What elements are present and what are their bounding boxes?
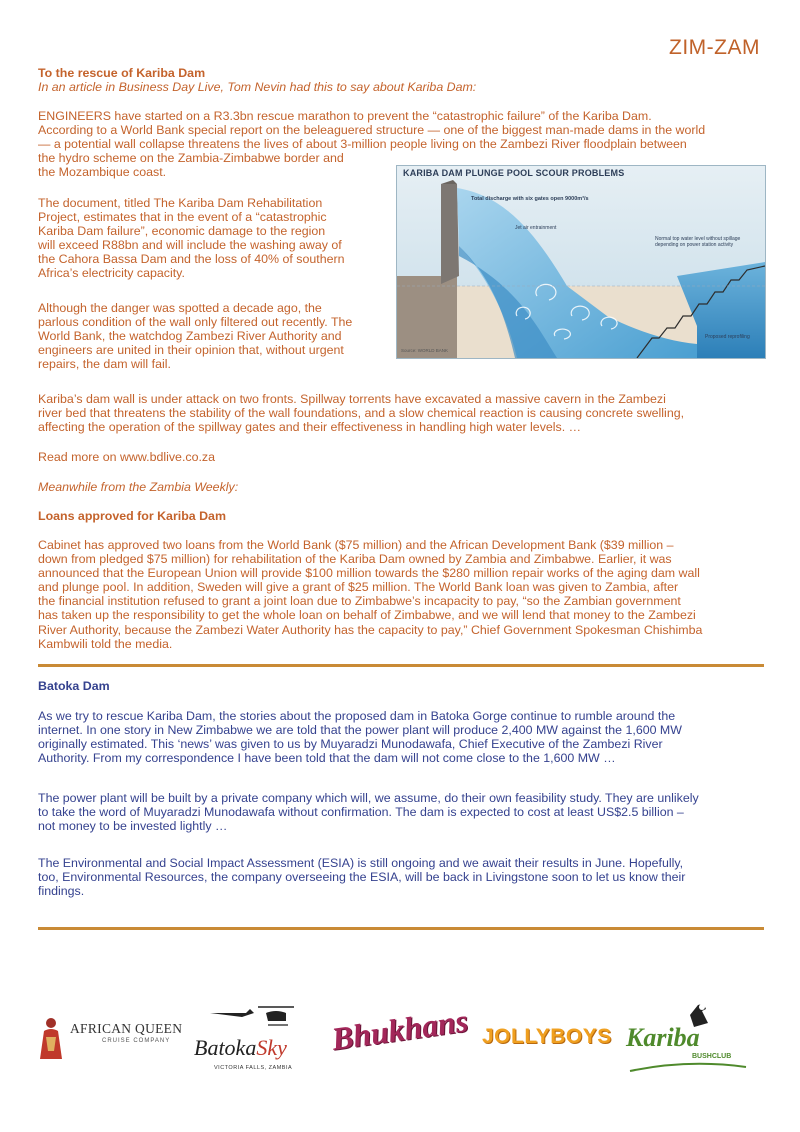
batoka-sky-logo	[194, 1003, 324, 1078]
text-line: originally estimated. This ‘news’ was given to us by Muyaradzi Munodawafa, Chief Executive of the Zambezi River	[38, 737, 663, 752]
queen-figure-icon	[36, 1015, 66, 1061]
text-line: Although the danger was spotted a decade ago, the	[38, 301, 322, 315]
loans-body	[38, 538, 764, 651]
text-line: announced that the European Union will provide $100 million towards the $280 million repair works of the aging dam wall	[38, 566, 700, 581]
african-queen-name: AFRICAN QUEEN	[70, 1021, 183, 1036]
figure-label-jet: Jet air entrainment	[515, 225, 557, 231]
read-more-link[interactable]: Read more on www.bdlive.co.za	[38, 450, 215, 464]
figure-label-discharge: Total discharge with six gates open 9000m³/s	[471, 196, 589, 202]
text-line: — a potential wall collapse threatens the lives of about 3-million people living on the Zambezi River floodplain between	[38, 137, 687, 152]
loans-title-block	[38, 509, 764, 523]
text-line: affecting the operation of the spillway gates and their effectiveness in handling high water levels. …	[38, 420, 581, 435]
kariba-bushclub-logo	[626, 1001, 760, 1081]
label-line: depending on power station activity	[655, 242, 734, 248]
text-line: ENGINEERS have started on a R3.3bn rescue marathon to prevent the “catastrophic failure” of the Kariba Dam.	[38, 109, 652, 123]
paragraph-3	[38, 301, 388, 371]
text-line: The power plant will be built by a private company which will, we assume, do their own feasibility study. They are unlikely	[38, 791, 699, 805]
text-line: the Cahora Bassa Dam and the loss of 40% of southern	[38, 252, 345, 267]
text-line: Authority. From my correspondence I have been told that the dam will not come close to the 1,600 MW …	[38, 751, 616, 766]
text-line: Kariba Dam failure”, economic damage to the region	[38, 224, 326, 239]
text-line: Kambwili told the media.	[38, 636, 173, 651]
section-divider	[38, 664, 764, 667]
batoka-paragraph-3	[38, 856, 764, 898]
bhukhans-wordmark: Bhukhans	[329, 1002, 471, 1057]
bhukhans-logo	[329, 1002, 482, 1069]
text-line: parlous condition of the wall only filtered out recently. The	[38, 315, 353, 330]
text-line: the financial institution refused to grant a joint loan due to Zimbabwe’s incapacity to pay, “so the Zambian government	[38, 594, 681, 609]
text-line: internet. In one story in New Zimbabwe we are told that the power plant will produce 2,400 MW against the 1,600 MW	[38, 723, 682, 738]
kariba-plunge-pool-figure	[396, 165, 766, 359]
figure-title: KARIBA DAM PLUNGE POOL SCOUR PROBLEMS	[403, 168, 625, 178]
text-line: According to a World Bank special report on the beleaguered structure — one of the biggest man-made dams in the world	[38, 123, 706, 138]
article-intro: In an article in Business Day Live, Tom Nevin had this to say about Kariba Dam:	[38, 80, 477, 95]
read-more	[38, 450, 764, 464]
paragraph-2	[38, 196, 388, 281]
text-line: Project, estimates that in the event of a “catastrophic	[38, 210, 327, 225]
text-line: has taken up the responsibility to get the whole loan on behalf of Zimbabwe, and we will lend that money to the Zambezi	[38, 608, 696, 623]
figure-label-normal-level	[655, 236, 740, 248]
african-queen-subtitle: CRUISE COMPANY	[102, 1038, 171, 1044]
figure-source: Source: WORLD BANK	[401, 348, 449, 353]
text-line: As we try to rescue Kariba Dam, the stories about the proposed dam in Batoka Gorge continue to rumble around the	[38, 709, 676, 723]
text-line: repairs, the dam will fail.	[38, 357, 171, 372]
sponsor-logos	[30, 995, 770, 1085]
text-line: The document, titled The Kariba Dam Rehabilitation	[38, 196, 323, 210]
figure-label-reprofiling: Proposed reprofiling	[705, 334, 750, 340]
article-title: Loans approved for Kariba Dam	[38, 509, 226, 523]
sky-word: Sky	[256, 1035, 287, 1060]
text-line: Kariba’s dam wall is under attack on two fronts. Spillway torrents have excavated a massive cavern in the Zambezi	[38, 392, 666, 406]
text-line: will exceed R88bn and will include the washing away of	[38, 238, 342, 253]
batoka-wordmark	[194, 1035, 287, 1061]
text-line: findings.	[38, 884, 85, 899]
article-kariba-rescue	[38, 66, 764, 94]
batoka-word: Batoka	[194, 1035, 257, 1060]
batoka-paragraph-2	[38, 791, 764, 833]
article-loans	[38, 480, 764, 494]
text-line: the Mozambique coast.	[38, 165, 167, 180]
african-queen-logo	[36, 1013, 186, 1063]
dam-diagram-illustration	[397, 166, 765, 358]
article-batoka	[38, 679, 764, 693]
label-line: Normal top water level without spillage	[655, 236, 741, 242]
kariba-wordmark: Kariba	[626, 1023, 700, 1052]
section-divider	[38, 927, 764, 930]
text-line: and plunge pool. In addition, Sweden will give a grant of $25 million. The World Bank loan was given to Zambia, after	[38, 580, 679, 595]
text-line: The Environmental and Social Impact Assessment (ESIA) is still ongoing and we await their results in June. Hopefully,	[38, 856, 684, 870]
text-line: engineers are united in their opinion that, without urgent	[38, 343, 344, 358]
kariba-subtitle: BUSHCLUB	[692, 1053, 732, 1060]
text-line: the hydro scheme on the Zambia-Zimbabwe border and	[38, 151, 344, 166]
batoka-subtitle: VICTORIA FALLS, ZAMBIA	[214, 1065, 293, 1071]
text-line: down from pledged $75 million) for rehabilitation of the Kariba Dam owned by Zambia and Zimbabwe. Earlier, it was	[38, 552, 672, 567]
aircraft-icon	[206, 1003, 296, 1031]
text-line: too, Environmental Resources, the company overseeing the ESIA, will be back in Livingstone soon to let us know their	[38, 870, 686, 885]
article-intro: Meanwhile from the Zambia Weekly:	[38, 480, 239, 494]
text-line: Africa’s electricity capacity.	[38, 266, 185, 281]
text-line: river bed that threatens the stability of the wall foundations, and a slow chemical reaction is causing concrete swelling,	[38, 406, 685, 421]
article-title: Batoka Dam	[38, 679, 110, 693]
jollyboys-logo	[482, 1025, 617, 1055]
text-line: World Bank, the watchdog Zambezi River Authority and	[38, 329, 342, 344]
batoka-paragraph-1	[38, 709, 764, 765]
text-line: River Authority, because the Zambezi Water Authority has the capacity to pay,” Chief Government Spokesman Chishimba	[38, 622, 703, 637]
text-line: to take the word of Muyaradzi Munodawafa without confirmation. The dam is expected to cost at least US$2.5 billion –	[38, 805, 684, 820]
text-line: not money to be invested lightly …	[38, 819, 228, 834]
article-title: To the rescue of Kariba Dam	[38, 66, 206, 80]
publication-title: ZIM-ZAM	[669, 36, 760, 59]
jollyboys-wordmark: JOLLYBOYS	[482, 1025, 612, 1048]
paragraph-4	[38, 392, 764, 434]
swoosh-decoration	[628, 1061, 748, 1075]
text-line: Cabinet has approved two loans from the World Bank ($75 million) and the African Development Bank ($39 million –	[38, 538, 674, 552]
